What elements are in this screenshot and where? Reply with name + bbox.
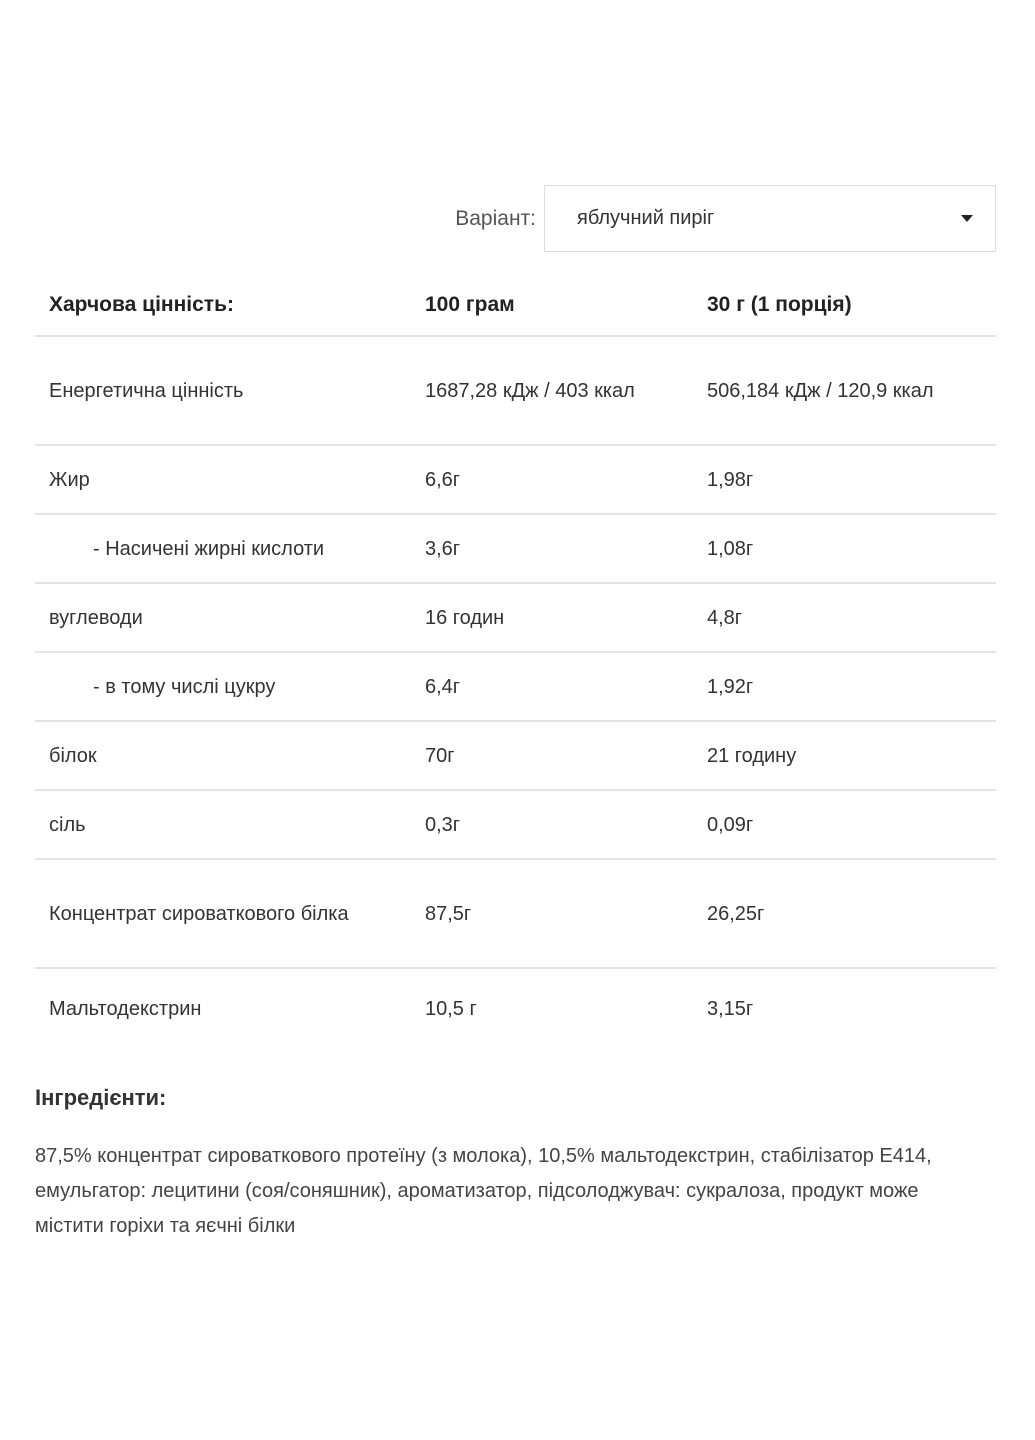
table-row: [35, 653, 996, 722]
row-per-serving: 26,25г: [707, 902, 765, 925]
table-row: [35, 337, 996, 446]
row-name: вуглеводи: [49, 606, 143, 629]
row-per-100g: 16 годин: [425, 606, 505, 629]
row-per-serving: 0,09г: [707, 813, 754, 836]
chevron-down-icon: [961, 215, 973, 222]
table-header-row: [35, 275, 996, 337]
row-per-100g: 6,6г: [425, 468, 461, 491]
row-per-100g: 6,4г: [425, 675, 461, 698]
nutrition-table: [35, 275, 996, 1049]
row-per-serving: 4,8г: [707, 606, 743, 629]
ingredients-title: Інгредієнти:: [35, 1085, 167, 1110]
variant-select[interactable]: [544, 185, 996, 252]
row-name: Мальтодекстрин: [49, 998, 202, 1020]
row-per-100g: 1687,28 кДж / 403 ккал: [425, 379, 635, 402]
row-per-100g: 87,5г: [425, 902, 472, 925]
table-row: [35, 969, 996, 1049]
row-name: - Насичені жирні кислоти: [93, 537, 325, 560]
row-per-100g: 3,6г: [425, 537, 461, 560]
row-name: Енергетична цінність: [49, 379, 244, 402]
row-per-100g: 70г: [425, 744, 455, 767]
variant-selected-value: яблучний пиріг: [577, 207, 715, 229]
table-row: [35, 860, 996, 969]
row-per-100g: 10,5 г: [425, 998, 477, 1020]
row-per-serving: 1,92г: [707, 675, 754, 698]
variant-label: Варіант:: [455, 207, 536, 230]
variant-row: [0, 185, 996, 252]
table-row: [35, 446, 996, 515]
row-name: сіль: [49, 813, 86, 836]
row-name: - в тому числі цукру: [93, 675, 276, 698]
row-per-100g: 0,3г: [425, 813, 461, 836]
row-per-serving: 1,08г: [707, 537, 754, 560]
row-per-serving: 21 годину: [707, 744, 797, 767]
header-per-100g: 100 грам: [425, 293, 515, 316]
row-per-serving: 506,184 кДж / 120,9 ккал: [707, 379, 934, 402]
header-nutrition-value: Харчова цінність:: [49, 293, 234, 316]
row-name: білок: [49, 744, 97, 767]
table-row: [35, 791, 996, 860]
row-per-serving: 1,98г: [707, 468, 754, 491]
ingredients-text: 87,5% концентрат сироваткового протеїну (з молока), 10,5% мальтодекстрин, стабілізатор Е414, емульгатор: лецитини (соя/соняшник), ароматизатор, підсолоджувач: сукралоза, продукт може містити горіхи та яєчні білки: [35, 1145, 932, 1237]
table-row: [35, 584, 996, 653]
row-name: Жир: [49, 468, 90, 491]
header-per-serving: 30 г (1 порція): [707, 293, 852, 316]
row-name: Концентрат сироваткового білка: [49, 902, 349, 925]
table-row: [35, 515, 996, 584]
table-row: [35, 722, 996, 791]
row-per-serving: 3,15г: [707, 998, 754, 1020]
